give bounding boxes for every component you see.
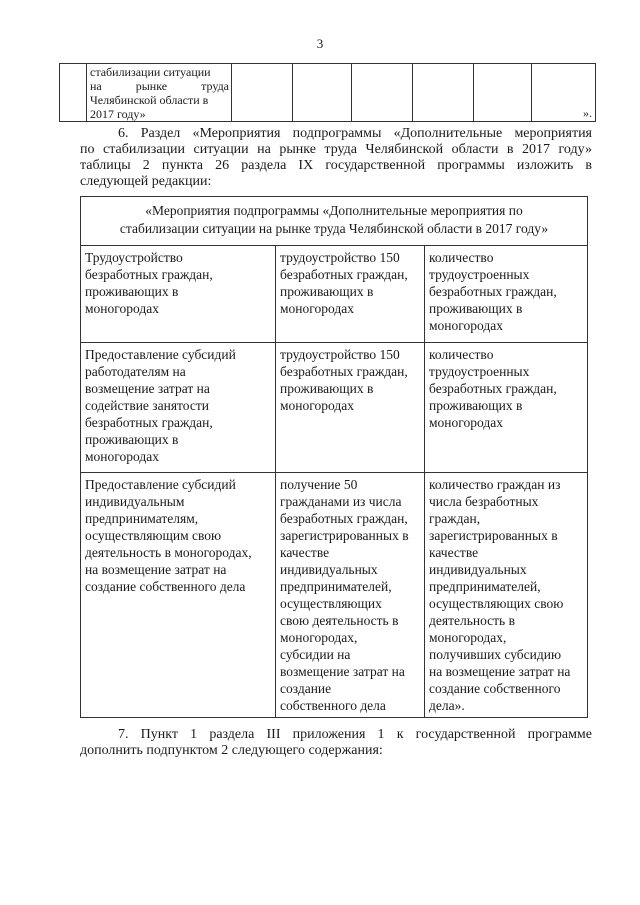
table-cell bbox=[474, 64, 532, 122]
cell-line: осуществляющих свою bbox=[429, 596, 564, 611]
cell-line: качестве bbox=[429, 545, 479, 560]
table-row bbox=[60, 64, 596, 122]
cell-line: на возмещение затрат на bbox=[429, 664, 571, 679]
cell-line: Трудоустройство bbox=[85, 250, 183, 265]
cell-line: качестве bbox=[280, 545, 330, 560]
cell-line: безработных граждан, bbox=[280, 267, 408, 282]
cell-line: гражданами из числа bbox=[280, 494, 402, 509]
cell-line: зарегистрированных в bbox=[429, 528, 558, 543]
indicator-cell bbox=[425, 473, 588, 718]
cell-line: трудоустройство 150 bbox=[280, 250, 400, 265]
cell-line: предпринимателей, bbox=[429, 579, 541, 594]
table-cell bbox=[413, 64, 474, 122]
cell-line: моногородах bbox=[85, 301, 159, 316]
paragraph-line: таблицы 2 пункта 26 раздела IX государственной программы изложить в bbox=[80, 158, 592, 173]
cell-line: возмещение затрат на bbox=[280, 664, 405, 679]
cell-line: свою деятельность в bbox=[280, 613, 399, 628]
cell-line: трудоустроенных bbox=[429, 267, 530, 282]
continuation-table bbox=[59, 63, 596, 122]
cell-line: Предоставление субсидий bbox=[85, 347, 236, 362]
cell-line: проживающих в bbox=[85, 432, 179, 447]
indicator-cell bbox=[425, 343, 588, 473]
table-title-row bbox=[81, 197, 588, 246]
cell-line: деятельность в bbox=[429, 613, 515, 628]
cell-line: индивидуальных bbox=[429, 562, 527, 577]
cell-line: трудоустроенных bbox=[429, 364, 530, 379]
cell-line: на возмещение затрат на bbox=[85, 562, 227, 577]
cell-line: количество bbox=[429, 347, 494, 362]
cell-line: 2017 году» bbox=[90, 107, 146, 121]
paragraph-line: 7. Пункт 1 раздела III приложения 1 к государственной программе bbox=[118, 727, 592, 742]
cell-line: граждан, bbox=[429, 511, 481, 526]
cell-line: безработных граждан, bbox=[429, 284, 557, 299]
cell-line: получивших субсидию bbox=[429, 647, 562, 662]
cell-line: субсидии на bbox=[280, 647, 351, 662]
cell-line: содействие занятости bbox=[85, 398, 209, 413]
table-cell bbox=[60, 64, 87, 122]
table-row bbox=[81, 473, 588, 718]
table-title bbox=[81, 197, 588, 246]
cell-line: создание собственного дела bbox=[85, 579, 246, 594]
cell-line: индивидуальных bbox=[280, 562, 378, 577]
activities-table bbox=[80, 196, 588, 718]
cell-line: возмещение затрат на bbox=[85, 381, 210, 396]
cell-line: безработных граждан, bbox=[85, 267, 213, 282]
cell-line: трудоустройство 150 bbox=[280, 347, 400, 362]
cell-line: моногородах, bbox=[429, 630, 507, 645]
cell-line: деятельность в моногородах, bbox=[85, 545, 252, 560]
cell-line: моногородах bbox=[429, 415, 503, 430]
cell-line: стабилизации ситуации bbox=[90, 65, 211, 79]
paragraph-line: следующей редакции: bbox=[80, 174, 212, 189]
title-line: «Мероприятия подпрограммы «Дополнительные мероприятия по bbox=[145, 203, 523, 218]
cell-line: моногородах, bbox=[280, 630, 358, 645]
activity-cell bbox=[81, 343, 276, 473]
cell-line: осуществляющим свою bbox=[85, 528, 222, 543]
cell-line: проживающих в bbox=[429, 301, 523, 316]
cell-line: проживающих в bbox=[280, 381, 374, 396]
cell-line: дела». bbox=[429, 698, 465, 713]
paragraph-line: дополнить подпунктом 2 следующего содержания: bbox=[80, 743, 383, 758]
target-cell bbox=[276, 473, 425, 718]
cell-line: безработных граждан, bbox=[280, 364, 408, 379]
closing-quote-mark: ». bbox=[583, 106, 592, 120]
table-cell bbox=[293, 64, 352, 122]
paragraph-line: по стабилизации ситуации на рынке труда Челябинской области в 2017 году» bbox=[80, 142, 592, 157]
table-row bbox=[81, 246, 588, 343]
table-cell bbox=[232, 64, 293, 122]
table-cell-text bbox=[87, 64, 232, 122]
cell-line: моногородах bbox=[85, 449, 159, 464]
cell-line: безработных граждан, bbox=[429, 381, 557, 396]
cell-line: Челябинской области в bbox=[90, 93, 209, 107]
cell-line: получение 50 bbox=[280, 477, 358, 492]
table-cell bbox=[352, 64, 413, 122]
target-cell bbox=[276, 246, 425, 343]
table-row bbox=[81, 343, 588, 473]
cell-line: моногородах bbox=[280, 398, 354, 413]
cell-line: зарегистрированных в bbox=[280, 528, 409, 543]
page-number: 3 bbox=[316, 36, 324, 51]
paragraph-7 bbox=[80, 727, 592, 759]
cell-line: собственного дела bbox=[280, 698, 386, 713]
cell-line: индивидуальным bbox=[85, 494, 185, 509]
cell-line: безработных граждан, bbox=[280, 511, 408, 526]
cell-line: создание bbox=[280, 681, 332, 696]
cell-line: количество bbox=[429, 250, 494, 265]
activity-cell bbox=[81, 246, 276, 343]
indicator-cell bbox=[425, 246, 588, 343]
target-cell bbox=[276, 343, 425, 473]
cell-line: предпринимателям, bbox=[85, 511, 199, 526]
cell-line: количество граждан из bbox=[429, 477, 561, 492]
cell-line: на рынке труда bbox=[90, 79, 229, 93]
cell-line: безработных граждан, bbox=[85, 415, 213, 430]
paragraph-line: 6. Раздел «Мероприятия подпрограммы «Дополнительные мероприятия bbox=[118, 126, 592, 141]
cell-line: моногородах bbox=[280, 301, 354, 316]
cell-line: Предоставление субсидий bbox=[85, 477, 236, 492]
paragraph-6 bbox=[80, 126, 592, 190]
cell-line: работодателям на bbox=[85, 364, 186, 379]
cell-line: создание собственного bbox=[429, 681, 561, 696]
table-cell-end bbox=[532, 64, 596, 122]
cell-line: осуществляющих bbox=[280, 596, 382, 611]
cell-line: числа безработных bbox=[429, 494, 539, 509]
cell-line: моногородах bbox=[429, 318, 503, 333]
cell-line: проживающих в bbox=[280, 284, 374, 299]
cell-line: проживающих в bbox=[429, 398, 523, 413]
title-line: стабилизации ситуации на рынке труда Челябинской области в 2017 году» bbox=[119, 221, 549, 236]
activity-cell bbox=[81, 473, 276, 718]
cell-line: предпринимателей, bbox=[280, 579, 392, 594]
cell-line: проживающих в bbox=[85, 284, 179, 299]
